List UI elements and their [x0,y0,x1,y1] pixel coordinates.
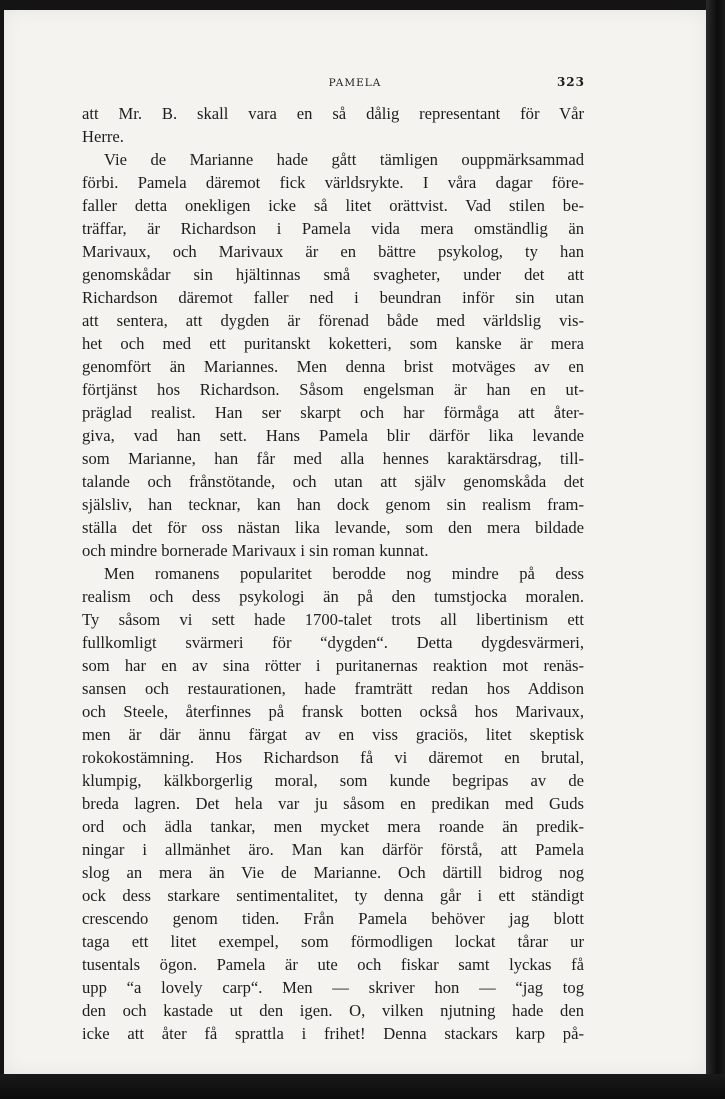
text-line: Richardson däremot faller ned i beundran inför sin utan [82,288,584,307]
page-edge-bottom [0,1074,725,1099]
text-line: faller detta onekligen icke så litet orättvist. Vad stilen be- [82,196,584,215]
body-text [82,102,584,1045]
text-line: förbi. Pamela däremot fick världsrykte. I våra dagar före- [82,173,584,192]
text-line: genomfört än Mariannes. Men denna brist motväges av en [82,357,584,376]
running-header [4,76,706,92]
text-line: att Mr. B. skall vara en så dålig representant för Vår [82,104,584,123]
text-line: präglad realist. Han ser skarpt och har förmåga att åter- [82,403,584,422]
text-line: Herre. [82,127,124,146]
running-title: PAMELA [328,77,382,89]
text-line: att sentera, att dygden är förenad både med världslig vis- [82,311,584,330]
text-line: tusentals ögon. Pamela är ute och fiskar samt lyckas få [82,955,584,974]
text-line: rokokostämning. Hos Richardson få vi däremot en brutal, [82,748,584,767]
text-line: giva, vad han sett. Hans Pamela blir därför lika levande [82,426,584,445]
text-line: Ty såsom vi sett hade 1700-talet trots all libertinism ett [82,610,584,629]
text-line: ningar i allmänhet äro. Man kan därför förstå, att Pamela [82,840,584,859]
text-line: taga ett litet exempel, som förmodligen lockat tårar ur [82,932,584,951]
text-line: talande och frånstötande, och utan att själv genomskåda det [82,472,584,491]
text-line: som har en av sina rötter i puritanernas reaktion mot renäs- [82,656,584,675]
text-line: crescendo genom tiden. Från Pamela behöver jag blott [82,909,584,928]
text-line: Vie de Marianne hade gått tämligen ouppmärksammad [104,150,584,169]
paragraph-3 [82,562,584,1045]
text-line: genomskådar sin hjältinnas små svagheter, under det att [82,265,584,284]
text-line: icke att åter få sprattla i frihet! Denna stackars karp på- [82,1024,584,1043]
text-line: het och med ett puritanskt koketteri, som kanske är mera [82,334,584,353]
page-number: 323 [556,75,585,89]
text-line: Men romanens popularitet berodde nog mindre på dess [104,564,584,583]
text-line: förtjänst hos Richardson. Såsom engelsman är han en ut- [82,380,584,399]
paragraph-1 [82,102,584,148]
text-line: som Marianne, han får med alla hennes karaktärsdrag, till- [82,449,584,468]
text-line: ock dess starkare sentimentalitet, ty denna går i ett ständigt [82,886,584,905]
text-line: ställa det för oss nästan lika levande, som den mera bildade [82,518,584,537]
text-line: fullkomligt svärmeri för “dygden“. Detta dygdesvärmeri, [82,633,584,652]
text-line: Marivaux, och Marivaux är en bättre psykolog, ty han [82,242,584,261]
text-line: breda lagren. Det hela var ju såsom en predikan med Guds [82,794,584,813]
text-line: träffar, är Richardson i Pamela vida mera omständlig än [82,219,584,238]
text-line: klumpig, kälkborgerlig moral, som kunde begripas av de [82,771,584,790]
text-line: ord och ädla tankar, men mycket mera roande än predik- [82,817,584,836]
text-line: men är där ännu färgat av en viss graciös, litet skeptisk [82,725,584,744]
text-line: själsliv, han tecknar, kan han dock genom sin realism fram- [82,495,584,514]
text-line: sansen och restaurationen, hade framträtt redan hos Addison [82,679,584,698]
text-line: och mindre bornerade Marivaux i sin roman kunnat. [82,541,429,560]
paragraph-2 [82,148,584,562]
page-edge-right [706,0,725,1099]
text-line: slog an mera än Vie de Marianne. Och därtill bidrog nog [82,863,584,882]
text-line: och Steele, återfinnes på fransk botten också hos Marivaux, [82,702,584,721]
text-line: realism och dess psykologi än på den tumstjocka moralen. [82,587,584,606]
text-line: den och kastade ut den igen. O, vilken njutning hade den [82,1001,584,1020]
text-line: upp “a lovely carp“. Men — skriver hon — “jag tog [82,978,584,997]
